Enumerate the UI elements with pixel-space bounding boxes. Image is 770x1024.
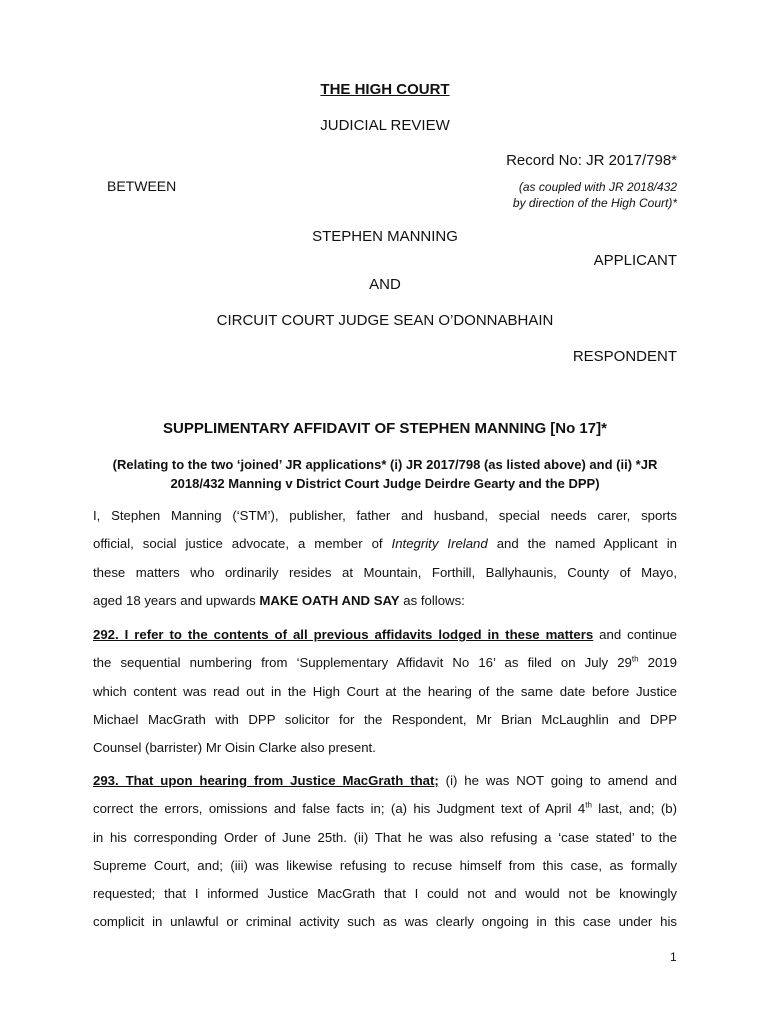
respondent-name: CIRCUIT COURT JUDGE SEAN O’DONNABHAIN	[216, 312, 554, 329]
intro-paragraph	[93, 502, 677, 615]
applicant-name: STEPHEN MANNING	[312, 228, 458, 245]
paragraph-line: requested; that I informed Justice MacGrath that I could not and would not be knowingly	[93, 886, 677, 902]
record-number: Record No: JR 2017/798*	[506, 152, 677, 169]
paragraph-line: complicit in unlawful or criminal activity such as was clearly ongoing in this case under his	[93, 914, 677, 930]
page-number: 1	[670, 950, 677, 964]
and-label: AND	[369, 276, 401, 293]
intro-line: these matters who ordinarily resides at Mountain, Forthill, Ballyhaunis, County of Mayo,	[93, 564, 677, 580]
affidavit-subtitle-line-2: 2018/432 Manning v District Court Judge Deirdre Gearty and the DPP)	[170, 476, 600, 491]
paragraph-line: Supreme Court, and; (iii) was likewise refusing to recuse himself from this case, as formally	[93, 857, 677, 873]
coupled-note-line-1: (as coupled with JR 2018/432	[518, 180, 677, 194]
paragraph-line: the sequential numbering from ‘Supplementary Affidavit No 16’ as filed on July 29th 2019	[93, 654, 677, 671]
paragraph-293	[93, 767, 677, 937]
division-title: JUDICIAL REVIEW	[320, 117, 450, 134]
paragraph-line: Michael MacGrath with DPP solicitor for the Respondent, Mr Brian McLaughlin and DPP	[93, 711, 677, 727]
paragraph-line: in his corresponding Order of June 25th. (ii) That he was also refusing a ‘case stated’ to the	[93, 829, 677, 845]
paragraph-line: Counsel (barrister) Mr Oisin Clarke also present.	[93, 740, 376, 756]
coupled-note-line-2: by direction of the High Court)*	[512, 196, 677, 210]
intro-line: official, social justice advocate, a member of Integrity Ireland and the named Applicant in	[93, 536, 677, 552]
paragraph-line: which content was read out in the High Court at the hearing of the same date before Justice	[93, 683, 677, 699]
paragraph-line: correct the errors, omissions and false facts in; (a) his Judgment text of April 4th last, and; (b)	[93, 800, 677, 817]
affidavit-subtitle-line-1: (Relating to the two ‘joined’ JR applications* (i) JR 2017/798 (as listed above) and (ii) *JR	[112, 457, 658, 472]
court-title: THE HIGH COURT	[320, 81, 450, 98]
between-label: BETWEEN	[107, 178, 177, 194]
paragraph-line: 292. I refer to the contents of all previous affidavits lodged in these matters and continue	[93, 627, 678, 642]
affidavit-title: SUPPLIMENTARY AFFIDAVIT OF STEPHEN MANNING [No 17]*	[163, 420, 607, 437]
intro-line: aged 18 years and upwards MAKE OATH AND SAY as follows:	[93, 592, 465, 608]
paragraph-293-heading: 293. That upon hearing from Justice MacGrath that;	[93, 773, 439, 788]
paragraph-292-heading: 292. I refer to the contents of all previous affidavits lodged in these matters	[93, 627, 594, 642]
respondent-role: RESPONDENT	[572, 348, 677, 365]
paragraph-292	[93, 621, 677, 762]
intro-line: I, Stephen Manning (‘STM’), publisher, father and husband, special needs carer, sports	[93, 508, 677, 523]
applicant-role: APPLICANT	[593, 252, 677, 269]
paragraph-line: 293. That upon hearing from Justice MacGrath that; (i) he was NOT going to amend and	[93, 773, 677, 788]
